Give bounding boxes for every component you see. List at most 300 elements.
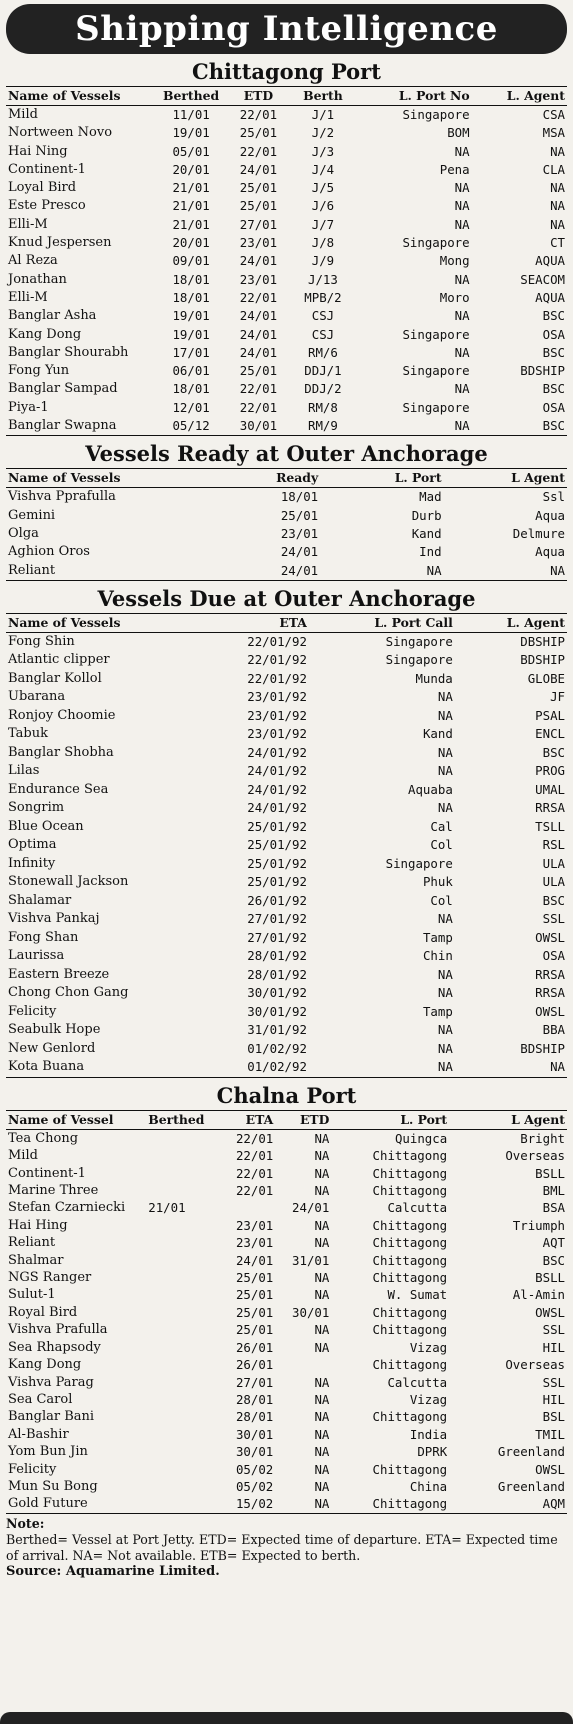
- table-cell: 24/01/92: [247, 800, 307, 816]
- vessel-name-cell: Vishva Parag: [8, 1374, 94, 1390]
- vessel-name-cell: Elli-M: [8, 289, 48, 305]
- table-cell: Chittagong: [372, 1357, 448, 1373]
- due-table: [6, 613, 567, 1078]
- table-cell: [146, 1129, 208, 1147]
- table-cell: RM/6: [308, 344, 338, 360]
- table-cell: NA: [314, 1374, 330, 1390]
- col-header: L. Agent: [455, 613, 567, 632]
- table-cell: NA: [359, 417, 471, 436]
- table-cell: 25/01: [239, 198, 278, 214]
- table-cell: DBSHIP: [520, 633, 565, 649]
- table-cell: BSL: [542, 1409, 565, 1425]
- table-cell: 23/01: [239, 235, 278, 251]
- table-cell: DDJ/1: [304, 363, 342, 379]
- table-cell: [146, 1304, 208, 1321]
- table-cell: Singapore: [402, 107, 470, 122]
- vessel-name-cell: Fong Shin: [8, 633, 75, 649]
- table-row: [6, 271, 567, 289]
- table-cell: NA: [314, 1426, 330, 1442]
- table-cell: Singapore: [385, 652, 453, 668]
- table-cell: 30/01/92: [247, 1003, 307, 1019]
- table-cell: NA: [437, 744, 453, 760]
- col-header: L. Port: [331, 1110, 449, 1129]
- table-cell: 22/01/92: [247, 633, 307, 649]
- table-row: [6, 1478, 567, 1495]
- table-cell: Overseas: [505, 1357, 565, 1373]
- table-row: [6, 1129, 567, 1147]
- table-cell: BSC: [542, 892, 565, 908]
- vessel-name-cell: Chong Chon Gang: [8, 985, 129, 1001]
- table-row: [6, 1182, 567, 1199]
- table-cell: Tamp: [422, 1003, 453, 1019]
- table-cell: J/1: [311, 107, 335, 122]
- table-cell: 01/02/92: [247, 1040, 307, 1056]
- table-row: [6, 707, 567, 726]
- vessel-name-cell: Endurance Sea: [8, 781, 109, 797]
- vessel-name-cell: Vishva Pankaj: [8, 911, 100, 927]
- table-row: [6, 161, 567, 179]
- table-cell: JF: [550, 689, 565, 705]
- table-cell: Calcutta: [387, 1200, 448, 1216]
- table-cell: J/9: [311, 253, 335, 269]
- vessel-name-cell: Felicity: [8, 1461, 57, 1477]
- shipping-page: [6, 0, 567, 1580]
- vessel-name-cell: Royal Bird: [8, 1304, 78, 1320]
- table-row: [6, 892, 567, 911]
- table-cell: NA: [454, 308, 470, 324]
- table-cell: NA: [437, 763, 453, 779]
- vessel-name-cell: Aghion Oros: [8, 544, 90, 560]
- table-cell: [146, 1478, 208, 1495]
- table-cell: NA: [454, 381, 470, 397]
- table-cell: 05/02: [235, 1478, 274, 1494]
- vessel-name-cell: Knud Jespersen: [8, 235, 112, 251]
- table-cell: NA: [437, 707, 453, 723]
- table-cell: RM/8: [308, 399, 338, 415]
- table-cell: MSA: [542, 125, 565, 141]
- table-cell: [146, 1321, 208, 1338]
- col-header: L. Port: [320, 469, 443, 488]
- col-header: Berthed: [152, 87, 231, 106]
- table-cell: BSLL: [535, 1165, 565, 1181]
- vessel-name-cell: Hai Ning: [8, 143, 68, 159]
- table-cell: 25/01: [235, 1287, 274, 1303]
- table-row: [6, 725, 567, 744]
- table-cell: Chittagong: [372, 1183, 448, 1199]
- table-cell: 25/01: [239, 363, 278, 379]
- table-cell: TSLL: [535, 818, 565, 834]
- table-cell: [146, 1286, 208, 1303]
- vessel-name-cell: Reliant: [8, 1235, 56, 1251]
- table-cell: [146, 1252, 208, 1269]
- table-cell: 24/01: [239, 326, 278, 342]
- col-header: ETA: [202, 613, 309, 632]
- table-header-row: [6, 1110, 567, 1129]
- table-cell: 22/01: [235, 1148, 274, 1164]
- table-cell: 25/01/92: [247, 837, 307, 853]
- table-row: [6, 124, 567, 142]
- ready-table: [6, 468, 567, 580]
- table-cell: Durb: [411, 507, 442, 523]
- table-cell: Bright: [520, 1130, 565, 1146]
- table-cell: Greenland: [497, 1478, 565, 1494]
- note-text: Berthed= Vessel at Port Jetty. ETD= Expected time of departure. ETA= Expected time of arrival. NA= Not available. ETB= Expected to berth.: [6, 1531, 558, 1563]
- table-cell: 24/01: [239, 253, 278, 269]
- vessel-name-cell: Banglar Swapna: [6, 417, 152, 436]
- table-cell: OSA: [542, 399, 565, 415]
- table-cell: 11/01: [172, 107, 210, 122]
- table-row: [6, 984, 567, 1003]
- table-cell: NA: [275, 1495, 331, 1513]
- table-cell: NA: [454, 180, 470, 196]
- table-cell: Chittagong: [372, 1322, 448, 1338]
- table-cell: Quingca: [394, 1130, 448, 1146]
- vessel-name-cell: Songrim: [8, 800, 65, 816]
- table-cell: 18/01: [172, 289, 210, 305]
- table-cell: BDSHIP: [520, 363, 565, 379]
- chalna-title: Chalna Port: [216, 1082, 357, 1108]
- table-row: [6, 1374, 567, 1391]
- table-cell: NA: [454, 271, 470, 287]
- table-cell: 21/01: [172, 198, 210, 214]
- table-row: [6, 380, 567, 398]
- table-cell: [146, 1165, 208, 1182]
- table-cell: ENCL: [535, 726, 565, 742]
- table-cell: DPRK: [417, 1444, 448, 1460]
- table-cell: 26/01: [235, 1339, 274, 1355]
- vessel-name-cell: Tabuk: [8, 726, 48, 742]
- table-cell: GLOBE: [527, 670, 565, 686]
- vessel-name-cell: Banglar Shobha: [8, 744, 114, 760]
- vessel-name-cell: Al Reza: [8, 253, 58, 269]
- table-cell: Aqua: [535, 507, 565, 523]
- table-row: [6, 1252, 567, 1269]
- vessel-name-cell: Seabulk Hope: [8, 1022, 101, 1038]
- table-row: [6, 507, 567, 525]
- table-cell: 05/02: [235, 1461, 274, 1477]
- table-cell: 19/01: [172, 125, 210, 141]
- table-cell: OWSL: [535, 1003, 565, 1019]
- vessel-name-cell: Fong Yun: [8, 363, 70, 379]
- table-cell: SEACOM: [520, 271, 565, 287]
- table-cell: 28/01: [235, 1409, 274, 1425]
- table-cell: 24/01: [230, 562, 320, 581]
- vessel-name-cell: Ubarana: [8, 689, 66, 705]
- table-cell: [146, 1217, 208, 1234]
- table-cell: NA: [314, 1217, 330, 1233]
- table-row: [6, 1147, 567, 1164]
- table-cell: Col: [430, 892, 453, 908]
- table-cell: 24/01: [235, 1252, 274, 1268]
- table-cell: 25/01: [239, 125, 278, 141]
- table-cell: UMAL: [535, 781, 565, 797]
- table-cell: NA: [314, 1444, 330, 1460]
- vessel-name-cell: Shalamar: [8, 892, 72, 908]
- table-cell: ULA: [542, 874, 565, 890]
- table-cell: 28/01/92: [247, 966, 307, 982]
- table-row: [6, 179, 567, 197]
- vessel-name-cell: Sea Carol: [8, 1391, 73, 1407]
- table-cell: RRSA: [535, 800, 565, 816]
- table-cell: Calcutta: [387, 1374, 448, 1390]
- table-cell: OWSL: [535, 1304, 565, 1320]
- table-cell: 25/01: [239, 180, 278, 196]
- table-cell: Moro: [439, 289, 470, 305]
- table-cell: Munda: [415, 670, 453, 686]
- vessel-name-cell: Banglar Bani: [8, 1409, 95, 1425]
- table-cell: NA: [550, 216, 565, 232]
- col-header: Name of Vessels: [6, 469, 230, 488]
- table-cell: 21/01: [172, 216, 210, 232]
- table-cell: 23/01/92: [247, 726, 307, 742]
- table-cell: SSL: [542, 911, 565, 927]
- table-cell: NA: [444, 562, 567, 581]
- vessel-name-cell: Banglar Kollol: [8, 670, 102, 686]
- table-cell: 24/01/92: [247, 763, 307, 779]
- table-cell: Chittagong: [372, 1461, 448, 1477]
- table-cell: 22/01: [239, 143, 278, 159]
- table-row: [6, 762, 567, 781]
- table-cell: [275, 1356, 331, 1373]
- table-cell: BSA: [542, 1200, 565, 1216]
- table-cell: 23/01/92: [247, 707, 307, 723]
- table-row: [6, 1165, 567, 1182]
- vessel-name-cell: Yom Bun Jin: [8, 1444, 88, 1460]
- table-cell: W. Sumat: [387, 1287, 448, 1303]
- col-header: L. Agent: [472, 87, 567, 106]
- table-cell: Singapore: [385, 855, 453, 871]
- table-cell: 27/01: [235, 1374, 274, 1390]
- table-cell: RSL: [542, 837, 565, 853]
- table-cell: 22/01: [235, 1130, 274, 1146]
- table-cell: 06/01: [172, 363, 210, 379]
- vessel-name-cell: New Genlord: [8, 1040, 96, 1056]
- table-row: [6, 1321, 567, 1338]
- col-header: ETA: [208, 1110, 275, 1129]
- vessel-name-cell: Al-Bashir: [8, 1426, 69, 1442]
- table-cell: 25/01/92: [247, 818, 307, 834]
- vessel-name-cell: Fong Shan: [8, 929, 79, 945]
- vessel-name-cell: Eastern Breeze: [8, 966, 110, 982]
- table-cell: 18/01: [172, 271, 210, 287]
- table-row: [6, 1495, 567, 1513]
- vessel-name-cell: Sulut-1: [8, 1287, 56, 1303]
- table-cell: NA: [314, 1287, 330, 1303]
- table-cell: NA: [314, 1165, 330, 1181]
- vessel-name-cell: Atlantic clipper: [8, 652, 110, 668]
- table-row: [6, 670, 567, 689]
- table-cell: 20/01: [172, 235, 210, 251]
- table-cell: Vizag: [409, 1391, 448, 1407]
- table-cell: 31/01: [292, 1252, 330, 1268]
- table-cell: NA: [437, 689, 453, 705]
- table-cell: 23/01: [280, 525, 319, 541]
- table-cell: 24/01: [280, 544, 319, 560]
- table-cell: BSC: [472, 417, 567, 436]
- col-header: ETD: [230, 87, 286, 106]
- note-label: Note:: [6, 1515, 45, 1531]
- table-row: [6, 651, 567, 670]
- table-cell: Kand: [422, 726, 453, 742]
- col-header: Name of Vessels: [6, 87, 152, 106]
- table-cell: OSA: [542, 948, 565, 964]
- table-cell: Aquaba: [408, 781, 453, 797]
- table-cell: NA: [314, 1270, 330, 1286]
- table-cell: NA: [437, 1022, 453, 1038]
- table-cell: PSAL: [535, 707, 565, 723]
- vessel-name-cell: Marine Three: [8, 1183, 99, 1199]
- table-cell: [208, 1199, 275, 1216]
- table-cell: Chittagong: [372, 1217, 448, 1233]
- table-cell: Chittagong: [372, 1304, 448, 1320]
- col-header: ETD: [275, 1110, 331, 1129]
- table-row: [6, 326, 567, 344]
- table-row: [6, 929, 567, 948]
- table-cell: NA: [437, 966, 453, 982]
- table-cell: 22/01: [239, 399, 278, 415]
- vessel-name-cell: Lilas: [8, 763, 40, 779]
- table-cell: [146, 1356, 208, 1373]
- table-cell: 24/01: [239, 308, 278, 324]
- col-header: L. Port No: [359, 87, 471, 106]
- table-cell: CSJ: [311, 308, 335, 324]
- table-cell: Overseas: [505, 1148, 565, 1164]
- table-cell: HIL: [542, 1339, 565, 1355]
- vessel-name-cell: Blue Ocean: [8, 818, 84, 834]
- table-row: [6, 1003, 567, 1022]
- table-cell: Singapore: [402, 399, 470, 415]
- vessel-name-cell: Banglar Asha: [8, 308, 97, 324]
- table-row: [6, 1199, 567, 1216]
- table-row: [6, 1286, 567, 1303]
- table-cell: NA: [314, 1322, 330, 1338]
- table-cell: AQT: [542, 1235, 565, 1251]
- vessel-name-cell: Jonathan: [8, 271, 67, 287]
- table-cell: 19/01: [172, 326, 210, 342]
- table-cell: BSC: [542, 308, 565, 324]
- table-cell: [146, 1269, 208, 1286]
- table-cell: SSL: [542, 1374, 565, 1390]
- col-header: Name of Vessel: [6, 1110, 146, 1129]
- table-cell: AQUA: [535, 253, 565, 269]
- table-cell: PROG: [535, 763, 565, 779]
- table-cell: 09/01: [172, 253, 210, 269]
- table-row: [6, 106, 567, 125]
- table-row: [6, 910, 567, 929]
- table-cell: 22/01: [239, 107, 278, 122]
- vessel-name-cell: Mild: [8, 107, 38, 122]
- vessel-name-cell: Banglar Sampad: [8, 381, 118, 397]
- table-cell: Ind: [419, 544, 442, 560]
- table-cell: 22/01/92: [247, 652, 307, 668]
- table-cell: SSL: [542, 1322, 565, 1338]
- table-cell: 25/01: [280, 507, 319, 523]
- table-row: [6, 1339, 567, 1356]
- table-cell: NA: [437, 985, 453, 1001]
- table-cell: NA: [320, 562, 443, 581]
- table-cell: 24/01/92: [247, 744, 307, 760]
- table-row: [6, 252, 567, 270]
- table-cell: 23/01/92: [247, 689, 307, 705]
- table-cell: 22/01: [239, 381, 278, 397]
- vessel-name-cell: Mun Su Bong: [8, 1478, 98, 1494]
- chalna-table: [6, 1110, 567, 1514]
- table-cell: Greenland: [497, 1444, 565, 1460]
- table-row: [6, 1058, 567, 1077]
- table-row: [6, 417, 567, 436]
- table-cell: BBA: [542, 1022, 565, 1038]
- table-cell: NA: [314, 1235, 330, 1251]
- table-cell: Delmure: [512, 525, 565, 541]
- vessel-name-cell: Kang Dong: [8, 1357, 82, 1373]
- table-header-row: [6, 87, 567, 106]
- table-cell: Chittagong: [372, 1270, 448, 1286]
- table-row: [6, 216, 567, 234]
- table-row: [6, 1234, 567, 1251]
- vessel-name-cell: NGS Ranger: [8, 1270, 92, 1286]
- table-cell: Mad: [419, 489, 442, 505]
- table-cell: BSLL: [535, 1270, 565, 1286]
- table-cell: 26/01/92: [247, 892, 307, 908]
- table-row: [6, 1408, 567, 1425]
- table-cell: AQM: [449, 1495, 567, 1513]
- table-cell: 30/01/92: [247, 985, 307, 1001]
- table-cell: NA: [314, 1391, 330, 1407]
- table-cell: NA: [314, 1183, 330, 1199]
- table-row: [6, 1021, 567, 1040]
- table-cell: NA: [550, 180, 565, 196]
- table-cell: Phuk: [422, 874, 453, 890]
- col-header: L. Port Call: [309, 613, 455, 632]
- table-cell: Singapore: [402, 235, 470, 251]
- table-cell: NA: [454, 198, 470, 214]
- table-cell: NA: [454, 216, 470, 232]
- table-cell: NA: [314, 1409, 330, 1425]
- table-header-row: [6, 469, 567, 488]
- table-cell: BDSHIP: [520, 652, 565, 668]
- table-cell: 30/01: [235, 1426, 274, 1442]
- table-cell: NA: [309, 1058, 455, 1077]
- vessel-name-cell: Continent-1: [8, 161, 86, 177]
- vessel-name-cell: Tea Chong: [8, 1130, 79, 1146]
- table-cell: Cal: [430, 818, 453, 834]
- table-cell: RM/9: [286, 417, 359, 436]
- table-row: [6, 818, 567, 837]
- table-cell: [146, 1339, 208, 1356]
- table-cell: MPB/2: [304, 289, 342, 305]
- table-cell: OWSL: [535, 1461, 565, 1477]
- table-cell: [146, 1182, 208, 1199]
- table-cell: J/5: [311, 180, 335, 196]
- table-cell: J/3: [311, 143, 335, 159]
- table-cell: OSA: [542, 326, 565, 342]
- table-row: [6, 966, 567, 985]
- table-row: [6, 562, 567, 581]
- table-row: [6, 1391, 567, 1408]
- table-row: [6, 1426, 567, 1443]
- table-cell: 23/01: [239, 271, 278, 287]
- table-row: [6, 525, 567, 543]
- table-row: [6, 143, 567, 161]
- table-cell: BSC: [542, 381, 565, 397]
- table-cell: Pena: [439, 161, 470, 177]
- table-cell: J/6: [311, 198, 335, 214]
- table-row: [6, 1269, 567, 1286]
- vessel-name-cell: Vishva Prafulla: [8, 1322, 108, 1338]
- vessel-name-cell: Stefan Czarniecki: [8, 1200, 126, 1216]
- vessel-name-cell: Gold Future: [6, 1495, 146, 1513]
- table-row: [6, 688, 567, 707]
